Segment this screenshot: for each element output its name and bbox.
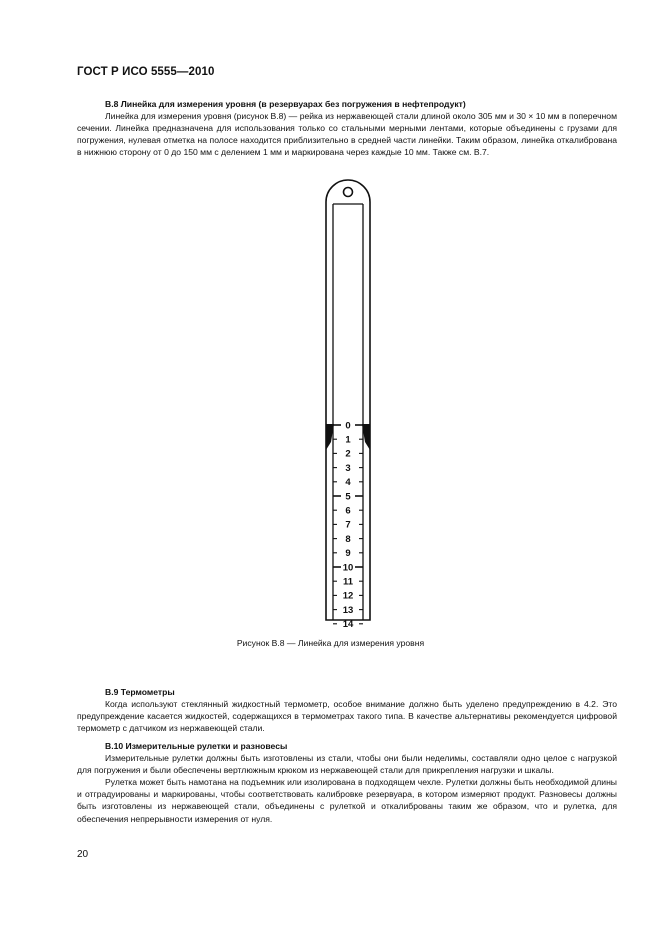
scale-label: 13 [342,604,354,616]
section-b10 [77,740,617,825]
scale-label: 2 [345,448,351,460]
scale-label: 0 [345,420,351,432]
scale-label: 11 [342,576,354,588]
section-b9-text: Когда используют стеклянный жидкостный термометр, особое внимание должно быть уделено предупреждению в 4.2. Это предупреждение касается жидкостей, содержащихся в термометрах такого типа. В качестве альтернативы рекомендуется цифровой термометр с датчиком из нержавеющей стали. [77,699,617,734]
page-number: 20 [77,849,89,860]
scale-label: 1 [345,434,351,446]
section-b8-title: В.8 Линейка для измерения уровня (в резервуарах без погружения в нефтепродукт) [105,99,466,109]
hanging-hole [344,188,353,197]
section-b9 [77,686,617,734]
scale-label: 12 [342,590,354,602]
scale-label: 6 [345,505,351,517]
scale-label: 8 [345,533,351,545]
scale-label: 9 [345,548,351,560]
section-b8 [77,98,617,158]
section-b10-paragraph-1: Измерительные рулетки должны быть изготовлены из стали, чтобы они были неделимы, составляли одно целое с нагрузкой для погружения и были обеспечены вертлюжным крюком из нержавеющей стали для прикрепления нагрузки и шкалы. [77,753,617,776]
figure-caption: Рисунок В.8 — Линейка для измерения уровня [236,638,425,648]
scale-label: 10 [342,562,354,574]
section-b8-text: Линейка для измерения уровня (рисунок В.8) — рейка из нержавеющей стали длиной около 305 мм и 30 × 10 мм в поперечном сечении. Линейка предназначена для использования только со стальными мерными лентами, которые объединены с грузами для погружения, нулевая отметка на полосе находится приблизительно в средней части линейки. Таким образом, линейка откалибрована в нижнюю сторону от 0 до 150 мм с делением 1 мм и маркирована через каждые 10 мм. Также см. В.7. [77,111,617,158]
section-b9-title: В.9 Термометры [105,687,175,697]
scale-label: 7 [345,519,351,531]
scale-label: 4 [345,477,351,489]
level-gauge-figure [318,180,378,631]
scale-label: 14 [342,619,354,631]
section-b10-title: В.10 Измерительные рулетки и разновесы [105,741,288,751]
section-b10-paragraph-2: Рулетка может быть намотана на подъемник или изолирована в подходящем чехле. Рулетки должны быть необходимой длины и отградуированы и маркированы, чтобы соответствовать калибровке резервуара, в котором измеряют продукт. Разновесы должны быть изготовлены из нержавеющей стали, объединены с рулеткой и откалиброваны таким же образом, что и рулетка, для обеспечения непрерывности измерения от нуля. [77,777,617,824]
scale-group [333,420,363,630]
scale-label: 5 [345,491,351,503]
document-header: ГОСТ Р ИСО 5555—2010 [77,66,215,78]
scale-label: 3 [345,462,351,474]
